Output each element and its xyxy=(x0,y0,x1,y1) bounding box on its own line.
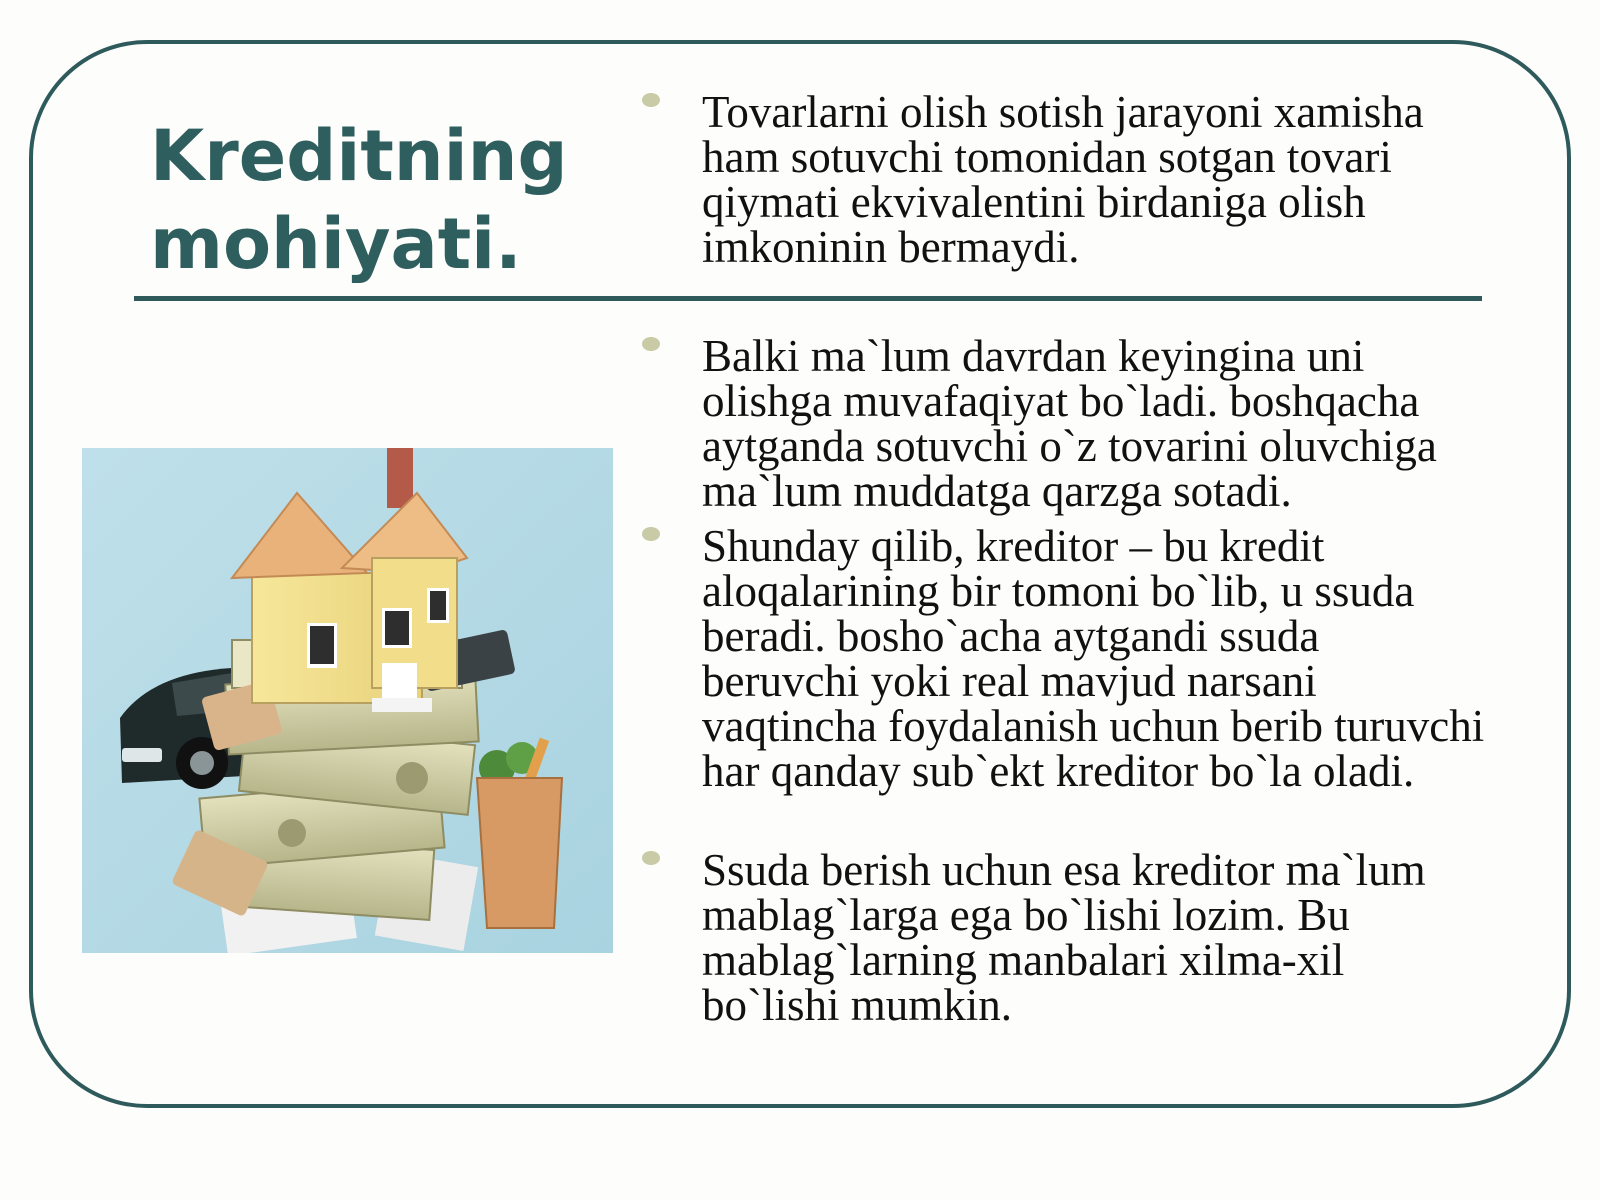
slide-title xyxy=(150,112,620,288)
bullet-item xyxy=(642,845,1487,1030)
bullet-item xyxy=(642,521,1487,796)
slide-title-line-1: Kreditning xyxy=(150,115,568,197)
bullet-dot-icon xyxy=(642,527,660,541)
credit-illustration xyxy=(82,448,613,953)
bullet-text: Tovarlarni olish sotish jarayoni xamisha ham sotuvchi tomonidan sotgan tovari qiymati ekvivalentini birdaniga olish imkoninin bermaydi. xyxy=(702,87,1424,272)
bullet-item xyxy=(642,331,1487,516)
bullet-text: Ssuda berish uchun esa kreditor ma`lum mablag`larga ega bo`lishi lozim. Bu mablag`larning manbalari xilma-xil bo`lishi mumkin. xyxy=(702,845,1426,1030)
slide-title-line-2: mohiyati. xyxy=(150,203,522,285)
bullet-dot-icon xyxy=(642,337,660,351)
bullet-dot-icon xyxy=(642,851,660,865)
bullet-text: Shunday qilib, kreditor – bu kredit aloqalarining bir tomoni bo`lib, u ssuda beradi. bosho`acha aytgandi ssuda beruvchi yoki real mavjud narsani vaqtincha foydalanish uchun berib turuvchi har qanday sub`ekt kreditor bo`la oladi. xyxy=(702,521,1485,796)
bullet-dot-icon xyxy=(642,93,660,107)
bullet-item xyxy=(642,87,1487,272)
bullet-text: Balki ma`lum davrdan keyingina uni olishga muvafaqiyat bo`ladi. boshqacha aytganda sotuvchi o`z tovarini oluvchiga ma`lum muddatga qarzga sotadi. xyxy=(702,331,1437,516)
title-divider xyxy=(134,296,1482,301)
